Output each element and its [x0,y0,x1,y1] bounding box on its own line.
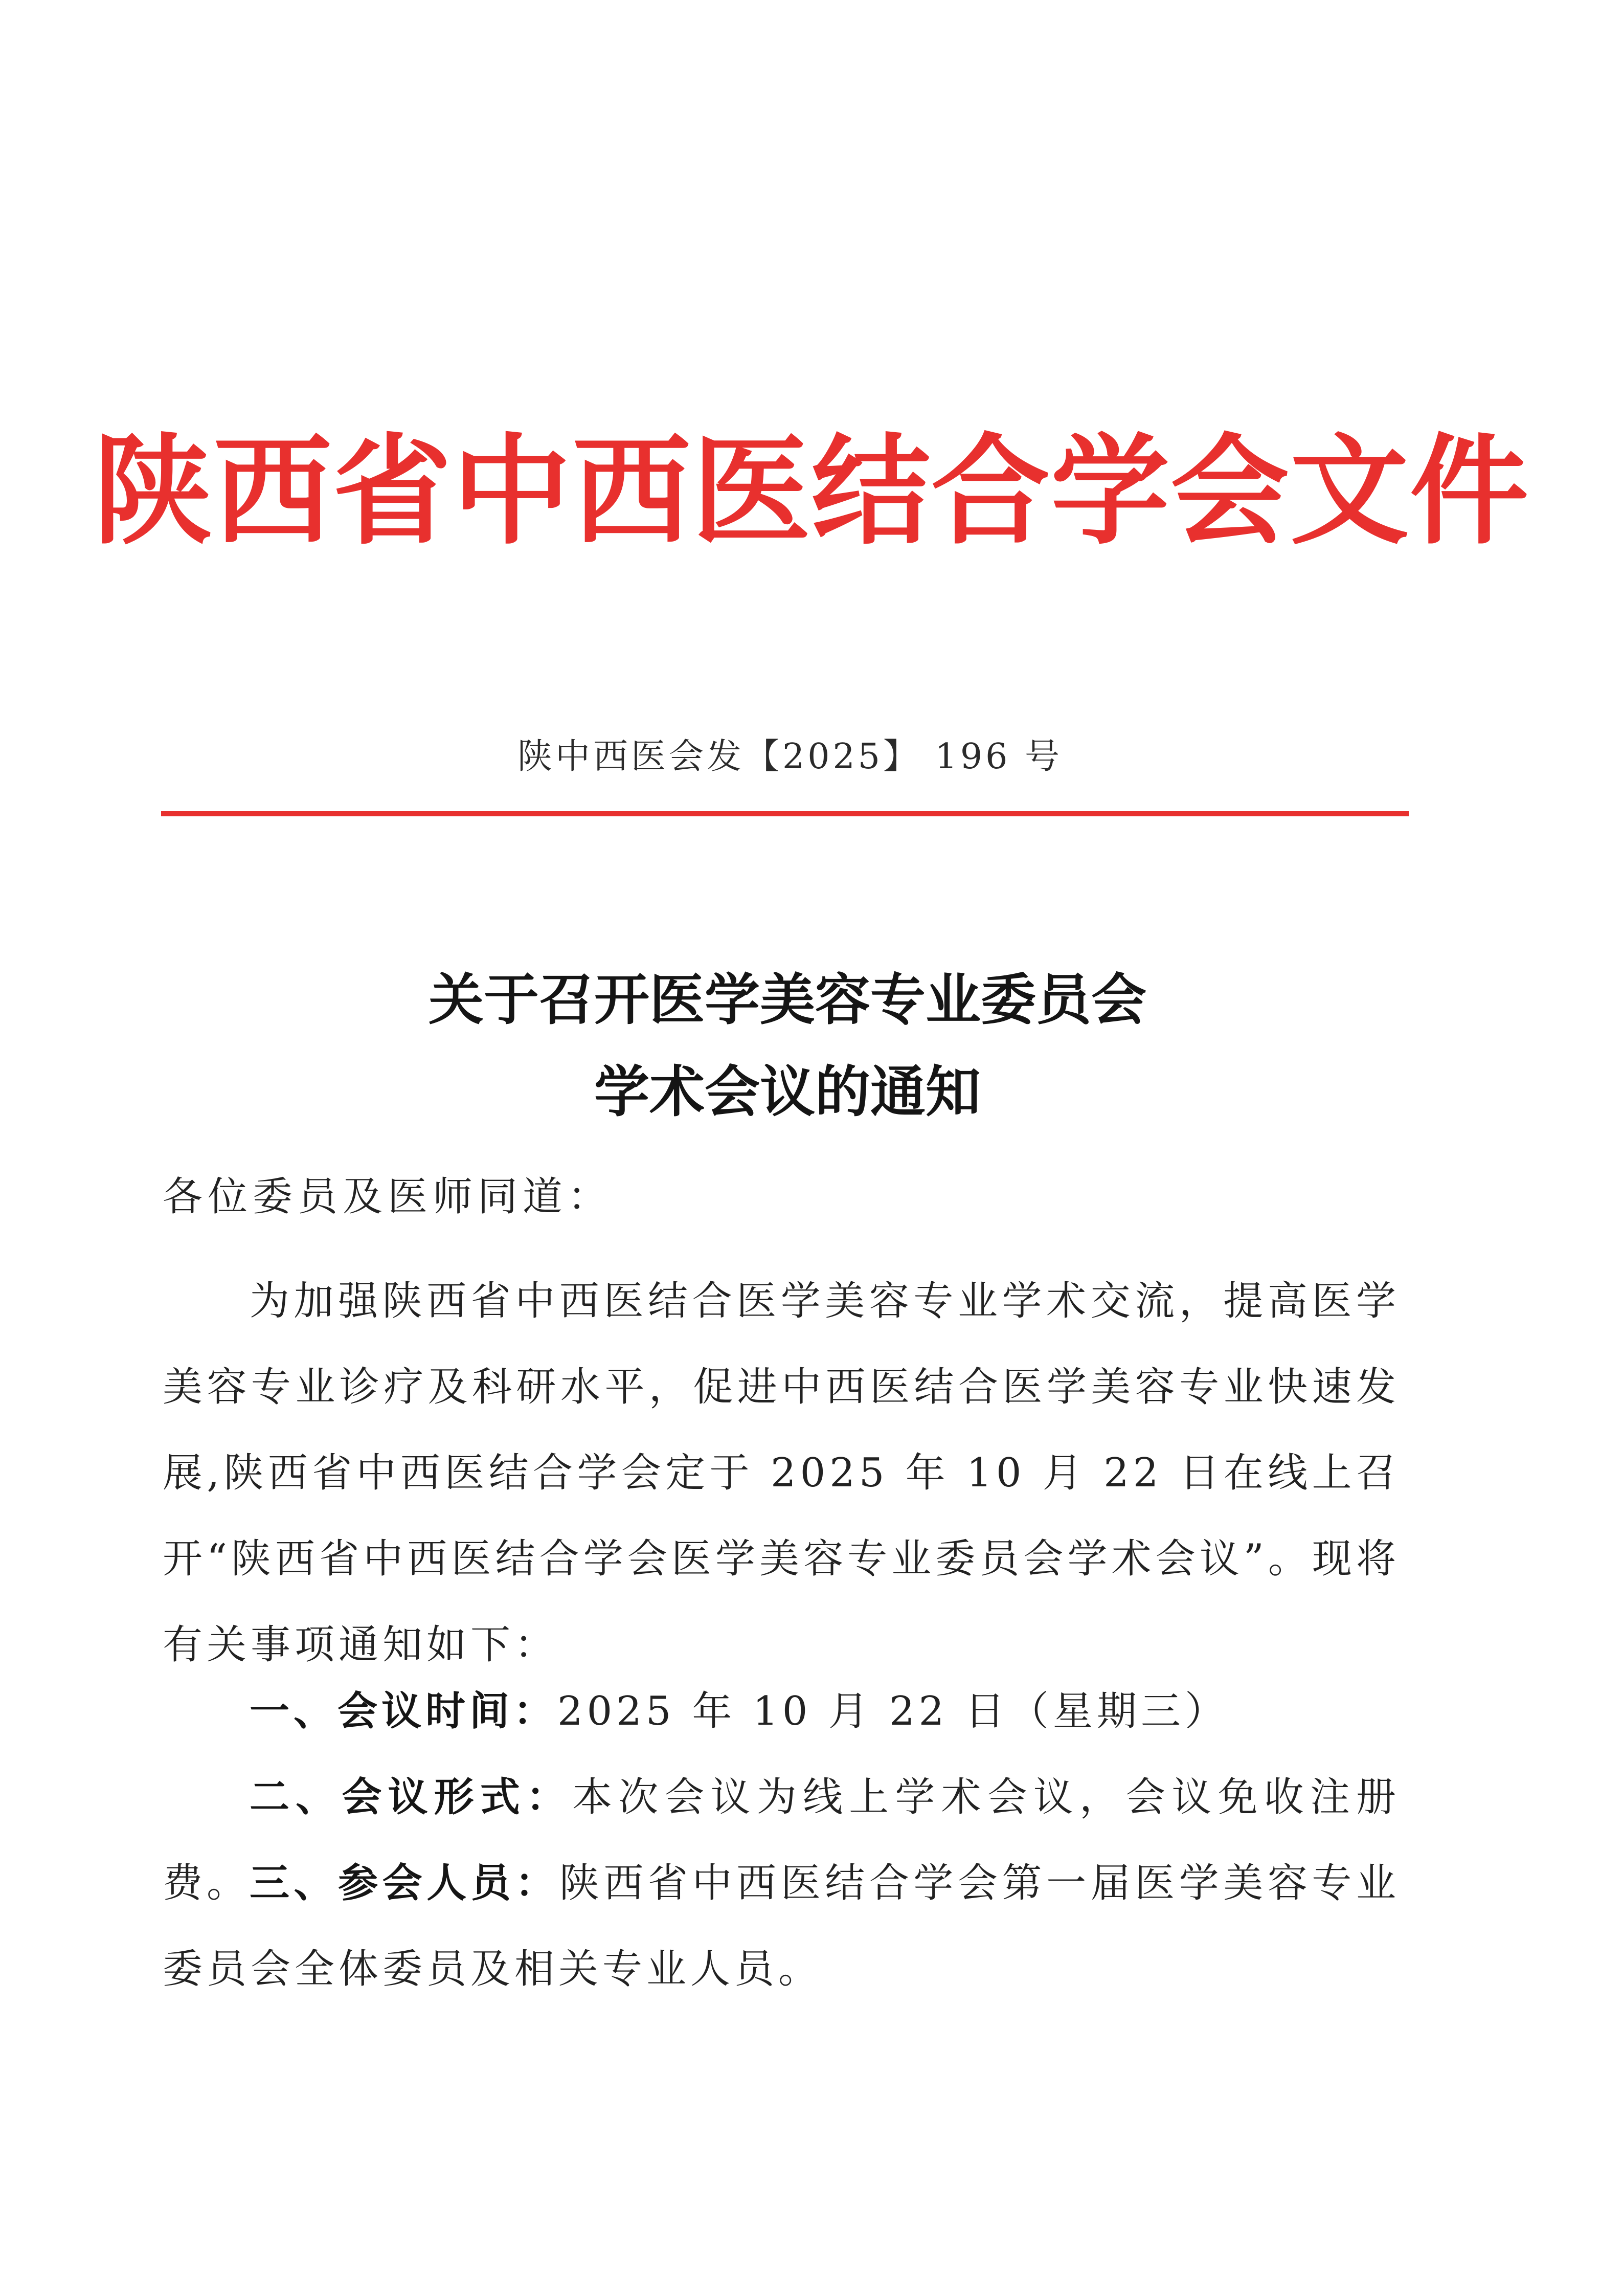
document-number: 陕中西医会发【2025】 196 号 [517,737,1063,777]
item-attendees [163,1840,1400,2012]
notice-title-line-2: 学术会议的通知 [594,1060,981,1124]
item-text: 陕西省中西医结合学会第一届医学美容专业委员会全体委员及相关专业人员。 [163,1860,1400,1992]
item-label: 二、会议形式： [250,1774,573,1820]
salutation: 各位委员及医师同道： [163,1174,613,1220]
item-text: 本次会议为线上学术会议，会议免收注册费。 [163,1774,1400,1906]
letterhead-title: 陕西省中西医结合学会文件 [93,421,1529,561]
item-meeting-time [163,1668,1400,1754]
intro-paragraph: 为加强陕西省中西医结合医学美容专业学术交流，提高医学美容专业诊疗及科研水平，促进中西医结合医学美容专业快速发展,陕西省中西医结合学会定于 2025 年 10 月 22 日在线上召开“陕西省中西医结合学会医学美容专业委员会学术会议”。现将有关事项通知如下： [163,1278,1400,1668]
item-label: 三、参会人员： [250,1860,559,1906]
item-text: 2025 年 10 月 22 日（星期三） [557,1688,1229,1734]
notice-title-line-1: 关于召开医学美容专业委员会 [428,968,1146,1032]
red-divider-rule [161,811,1409,816]
item-label: 一、会议时间： [250,1688,558,1734]
notice-title [0,954,1575,1138]
